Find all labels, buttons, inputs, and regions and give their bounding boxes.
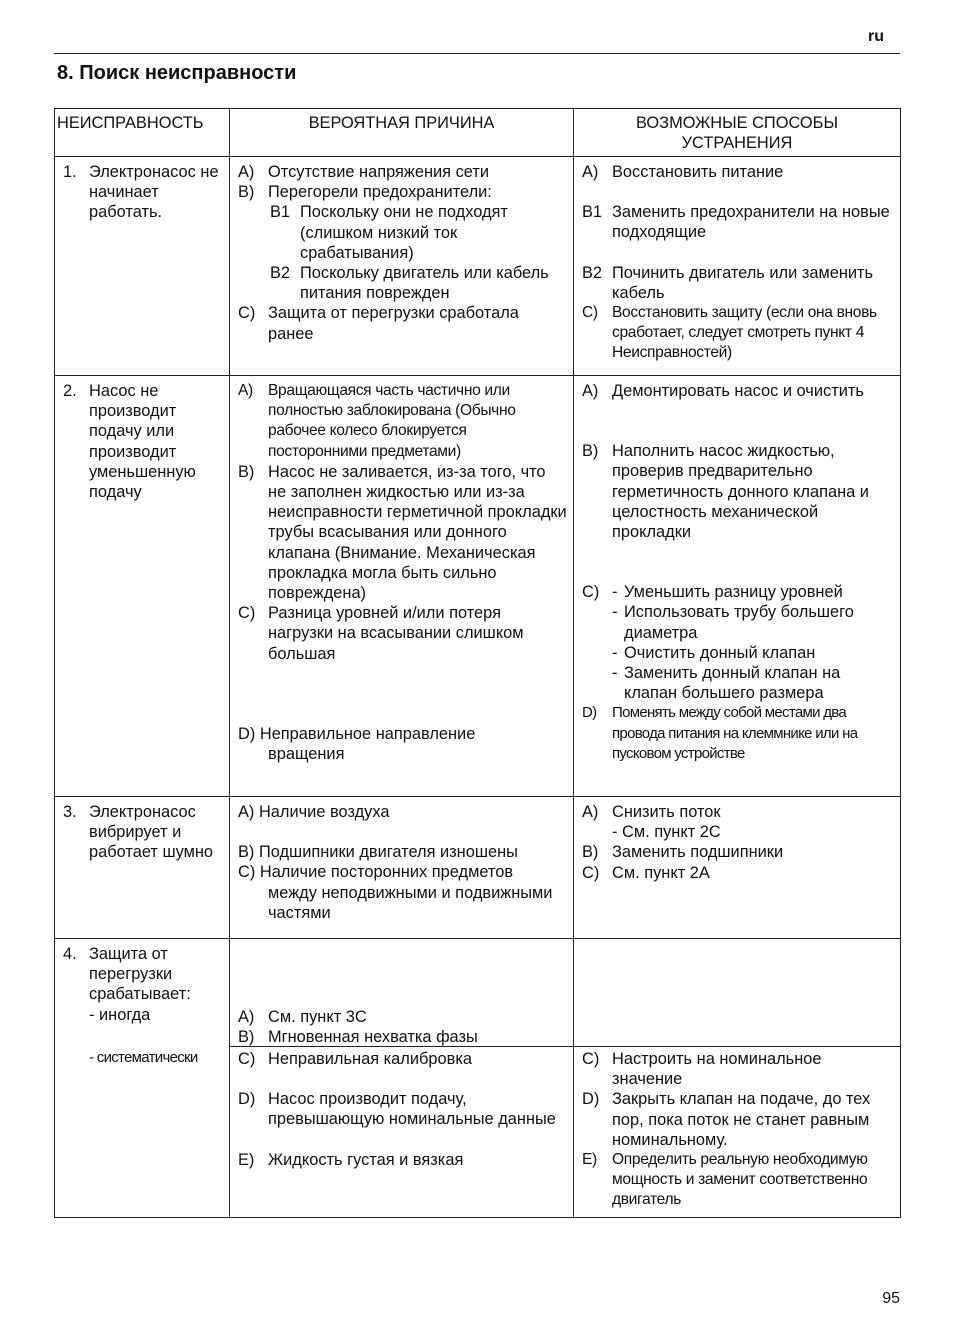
list-item: - Использовать трубу большего диаметра xyxy=(612,602,894,642)
fault-cell xyxy=(55,376,230,797)
cause-text: вращения xyxy=(268,745,345,764)
cause-cell: A) Вращающаяся часть частично или полностью заблокирована (Обычно рабочее колесо блокируется посторонними предметами) B) Насос не заливается, из-за того, что не заполнен жидкостью или из-за неисправности герметичной прокладки трубы всасывания или донного клапана (Внимание. Механическая прокладка могла быть сильно повреждена) C) Разница уровней и/или потеря нагрузки на всасывании слишком большая D) Неправильное направление вращения xyxy=(230,376,574,797)
cause-text: Вращающаяся часть частично или полностью заблокирована (Обычно рабочее колесо блокируется посторонними предметами) xyxy=(268,382,516,460)
fault-systematic: - систематически xyxy=(89,1049,198,1066)
cause-text: Разница уровней и/или потеря нагрузки на всасывании слишком большая xyxy=(268,604,524,663)
header-remedy: ВОЗМОЖНЫЕ СПОСОБЫ УСТРАНЕНИЯ xyxy=(574,109,901,157)
cause-text: Наличие воздуха xyxy=(258,803,390,821)
fault-cell xyxy=(55,939,230,1218)
page-number: 95 xyxy=(882,1290,900,1307)
cause-text: Мгновенная нехватка фазы xyxy=(268,1028,478,1047)
cause-text: Наличие посторонних предметов xyxy=(259,863,514,882)
section-title: 8. Поиск неисправности xyxy=(57,62,297,84)
cause-cell: A) Отсутствие напряжения сети B) Перегорели предохранители: B1 Поскольку они не подходят (слишком низкий ток срабатывания) B2 Поскольку двигатель или кабель питания поврежден C) Защита от перегрузки сработала ранее xyxy=(230,157,574,376)
remedy-text: Демонтировать насос и очистить xyxy=(612,382,864,400)
remedy-text: Определить реальную необходимую мощность и заменит соответственно двигатель xyxy=(612,1151,868,1209)
troubleshooting-table xyxy=(54,108,901,1218)
cause-text: Неправильная калибровка xyxy=(268,1050,472,1068)
table-row xyxy=(55,797,901,939)
row-number: 3. xyxy=(63,803,77,821)
cause-text: Поскольку двигатель или кабель питания поврежден xyxy=(300,264,549,303)
remedy-cell: A) Восстановить питание B1 Заменить предохранители на новые подходящие B2 Починить двигатель или заменить кабель C) Восстановить защиту (если она вновь сработает, следует смотреть пункт 4 Неисправностей) xyxy=(574,157,901,376)
cause-text: Подшипники двигателя изношены xyxy=(258,843,518,862)
cause-cell: A) См. пункт 3C B) Мгновенная нехватка фазы C) Неправильная калибровка D) Насос производит подачу, превышающую номинальные данные E) Жидкость густая и вязкая xyxy=(230,939,574,1218)
fault-text: Электронасос не начинает работать. xyxy=(89,163,219,222)
header-rule xyxy=(54,53,900,54)
header-cause: ВЕРОЯТНАЯ ПРИЧИНА xyxy=(230,109,574,157)
table-row xyxy=(55,939,901,1218)
remedy-text: См. пункт 2A xyxy=(612,863,710,882)
cause-cell: A) Наличие воздуха B) Подшипники двигателя изношены C) Наличие посторонних предметов между неподвижными и подвижными частями xyxy=(230,797,574,939)
table-row xyxy=(55,157,901,376)
fault-text: Насос не производит подачу или производит уменьшенную подачу xyxy=(89,382,196,502)
cause-text: между неподвижными и подвижными частями xyxy=(268,883,553,922)
remedy-text: Восстановить питание xyxy=(612,163,784,181)
table-row xyxy=(55,376,901,797)
remedy-cell: A) Снизить поток - См. пункт 2C B) Заменить подшипники C) См. пункт 2A xyxy=(574,797,901,939)
cause-text: Неправильное направление xyxy=(259,724,476,743)
fault-cell xyxy=(55,157,230,376)
remedy-text: Наполнить насос жидкостью, проверив предварительно герметичность донного клапана и целостность механической прокладки xyxy=(612,442,869,542)
remedy-cell: A) Демонтировать насос и очистить B) Наполнить насос жидкостью, проверив предварительно герметичность донного клапана и целостность механической прокладки C) - Уменьшить разницу уровней - Использовать трубу большего диаметра - Очистить донный клапан - Заменить донный клапан на клапан большего размера D) Поменять между собой местами два провода питания на клеммнике или на пусковом устройстве xyxy=(574,376,901,797)
cause-text: Отсутствие напряжения сети xyxy=(268,163,490,181)
row-number: 4. xyxy=(63,945,77,963)
remedy-text: Закрыть клапан на подаче, до тех пор, пока поток не станет равным номинальному. xyxy=(612,1090,871,1149)
remedy-text: Заменить предохранители на новые подходящие xyxy=(612,203,890,242)
table-header-row xyxy=(55,109,901,157)
cause-text: Перегорели предохранители: xyxy=(268,183,492,202)
fault-text: Защита от перегрузки срабатывает: xyxy=(89,945,191,1004)
cause-text: Насос производит подачу, превышающую номинальные данные xyxy=(268,1090,556,1129)
fault-cell xyxy=(55,797,230,939)
fault-text: Электронасос вибрирует и работает шумно xyxy=(89,803,214,862)
cause-text: См. пункт 3C xyxy=(268,1008,367,1026)
row-number: 2. xyxy=(63,382,77,400)
fault-occasional: - иногда xyxy=(89,1005,151,1024)
remedy-text: Починить двигатель или заменить кабель xyxy=(612,263,874,302)
row-number: 1. xyxy=(63,163,77,181)
remedy-text: Снизить поток xyxy=(612,803,721,821)
language-code: ru xyxy=(868,28,884,45)
remedy-text: Заменить подшипники xyxy=(612,843,784,862)
list-item: - Уменьшить разницу уровней xyxy=(612,582,894,602)
remedy-cell: C) Настроить на номинальное значение D) Закрыть клапан на подаче, до тех пор, пока поток не станет равным номинальному. E) Определить реальную необходимую мощность и заменит соответственно двигатель xyxy=(574,939,901,1218)
list-item: - Очистить донный клапан xyxy=(612,643,894,663)
remedy-text: - См. пункт 2C xyxy=(612,823,721,842)
remedy-text: Восстановить защиту (если она вновь сработает, следует смотреть пункт 4 Неисправностей) xyxy=(612,304,877,362)
cause-text: Насос не заливается, из-за того, что не заполнен жидкостью или из-за неисправности герметичной прокладки трубы всасывания или донного клапана (Внимание. Механическая прокладка могла быть сильно повреждена) xyxy=(268,462,567,603)
cause-text: Жидкость густая и вязкая xyxy=(268,1150,464,1169)
remedy-text: Поменять между собой местами два провода питания на клеммнике или на пусковом устройстве xyxy=(612,704,858,762)
cause-text: Защита от перегрузки сработала ранее xyxy=(268,304,519,343)
header-fault: НЕИСПРАВНОСТЬ xyxy=(55,109,230,157)
list-item: - Заменить донный клапан на клапан большего размера xyxy=(612,663,894,703)
cause-text: Поскольку они не подходят (слишком низкий ток срабатывания) xyxy=(300,203,508,262)
remedy-text: Настроить на номинальное значение xyxy=(612,1050,822,1089)
